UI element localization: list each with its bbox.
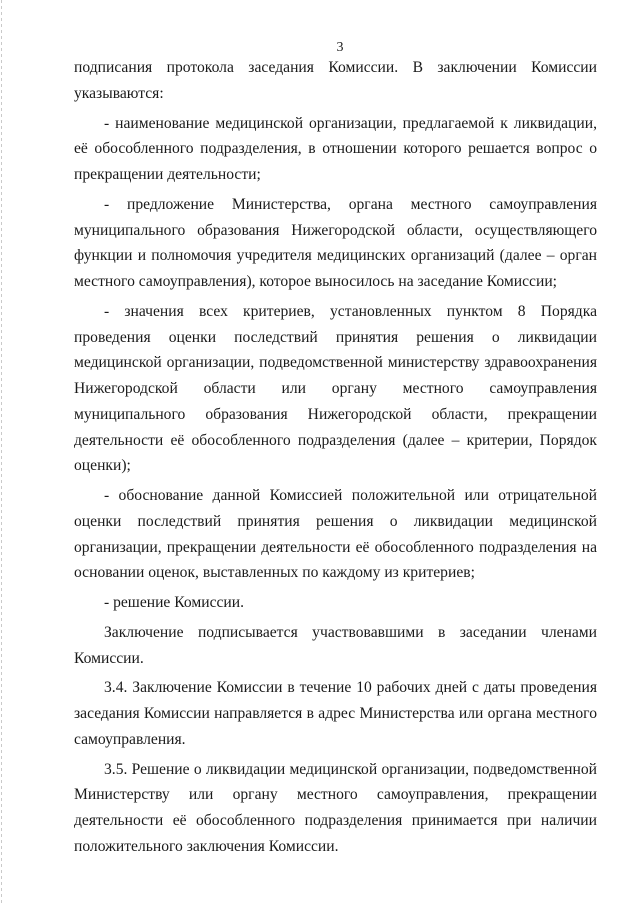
document-body [74,55,597,860]
page-number: 3 [336,40,344,55]
paragraph: - наименование медицинской организации, предлагаемой к ликвидации, её обособленного подразделения, в отношении которого решается вопрос о прекращении деятельности; [74,114,597,183]
paragraph: 3.4. Заключение Комиссии в течение 10 рабочих дней с даты проведения заседания Комиссии направляется в адрес Министерства или органа местного самоуправления. [74,679,597,748]
paragraph: - значения всех критериев, установленных пунктом 8 Порядка проведения оценки последствий принятия решения о ликвидации медицинской организации, подведомственной министерству здравоохранения Нижегородской области или органу местного самоуправления муниципального образования Нижегородской области, прекращении деятельности её обособленного подразделения (далее – критерии, Порядок оценки); [74,302,597,475]
paragraph: 3.5. Решение о ликвидации медицинской организации, подведомственной Министерству или органу местного самоуправления, прекращении деятельности её обособленного подразделения принимается при наличии положительного заключения Комиссии. [74,760,597,855]
paragraph: - решение Комиссии. [104,594,245,611]
paragraph: - обоснование данной Комиссией положительной или отрицательной оценки последствий принятия решения о ликвидации медицинской организации, прекращении деятельности её обособленного подразделения на основании оценок, выставленных по каждому из критериев; [74,487,597,582]
paragraph: Заключение подписывается участвовавшими в заседании членами Комиссии. [74,623,597,667]
paragraph: подписания протокола заседания Комиссии. В заключении Комиссии указываются: [74,59,597,102]
scan-edge-line [1,0,2,905]
paragraph: - предложение Министерства, органа местного самоуправления муниципального образования Нижегородской области, осуществляющего функции и полномочия учредителя медицинских организаций (далее – орган местного самоуправления), которое выносилось на заседание Комиссии; [74,195,597,290]
